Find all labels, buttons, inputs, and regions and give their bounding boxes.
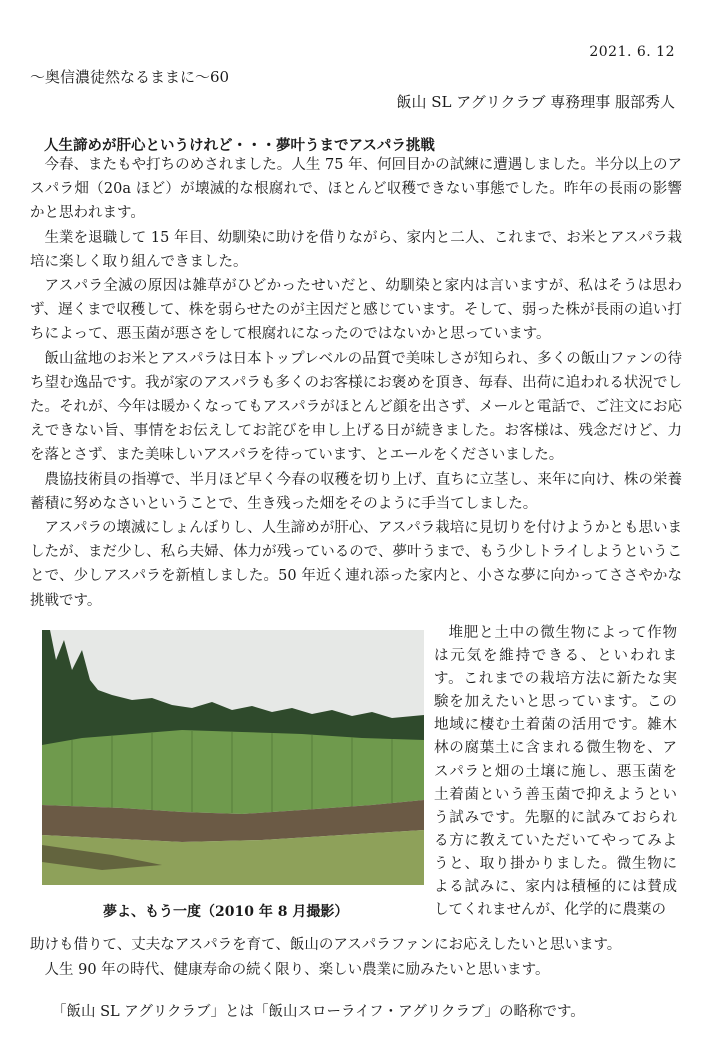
article-tail bbox=[30, 933, 685, 982]
paragraph: アスパラ全滅の原因は雑草がひどかったせいだと、幼馴染と家内は言いますが、私はそうは思わず、遅くまで収穫して、株を弱らせたのが主因だと感じています。そして、弱った株が長雨の追い打ちによって、悪玉菌が悪さをして根腐れになったのではないかと思っています。 bbox=[30, 278, 682, 343]
paragraph: 飯山盆地のお米とアスパラは日本トップレベルの品質で美味しさが知られ、多くの飯山ファンの待ち望む逸品です。我が家のアスパラも多くのお客様にお褒めを頂き、毎春、出荷に追われる状況でした。それが、今年は暖かくなってもアスパラがほとんど顔を出さず、メールと電話で、ご注文にお応えできない旨、事情をお伝えしてお詫びを申し上げる日が続きました。お客様は、残念だけど、力を落とさず、また美味しいアスパラを待っています、とエールをくださいました。 bbox=[30, 350, 682, 464]
paragraph: 今春、またもや打ちのめされました。人生 75 年、何回目かの試練に遭遇しました。半分以上のアスパラ畑（20a ほど）が壊滅的な根腐れで、ほとんど収穫できない事態でした。昨年の長雨の影響かと思われます。 bbox=[30, 157, 682, 222]
asparagus-field-photo bbox=[42, 630, 424, 885]
article-body bbox=[30, 153, 682, 613]
date: 2021. 6. 12 bbox=[589, 44, 675, 60]
paragraph: 堆肥と土中の微生物によって作物は元気を維持できる、といわれます。これまでの栽培方法に新たな実験を加えたいと思っています。この地域に棲む土着菌の活用です。雑木林の腐葉土に含まれる微生物を、アスパラと畑の土壌に施し、悪玉菌を土着菌という善玉菌で抑えようという試みです。先駆的に試みておられる方に教えていただいてやってみようと、取り掛かりました。微生物による試みに、家内は積極的には賛成してくれませんが、化学的に農薬の bbox=[434, 625, 677, 919]
closing-paragraph: 人生 90 年の時代、健康寿命の続く限り、楽しい農業に励みたいと思います。 bbox=[44, 961, 550, 978]
paragraph: 生業を退職して 15 年目、幼馴染に助けを借りながら、家内と二人、これまで、お米とアスパラ栽培に楽しく取り組んできました。 bbox=[30, 229, 682, 270]
paragraph-continuation: 助けも借りて、丈夫なアスパラを育て、飯山のアスパラファンにお応えしたいと思います。 bbox=[30, 937, 622, 953]
author-line: 飯山 SL アグリクラブ 専務理事 服部秀人 bbox=[396, 93, 675, 111]
article-heading: 人生諦めが肝心というけれど・・・夢叶うまでアスパラ挑戦 bbox=[44, 137, 435, 154]
paragraph: アスパラの壊滅にしょんぼりし、人生諦めが肝心、アスパラ栽培に見切りを付けようかとも思いましたが、まだ少し、私ら夫婦、体力が残っているので、夢叶うまで、もう少しトライしようということで、少しアスパラを新植しました。50 年近く連れ添った家内と、小さな夢に向かってささやかな挑戦です。 bbox=[30, 520, 682, 609]
asparagus-field-image bbox=[42, 630, 424, 885]
photo-caption: 夢よ、もう一度（2010 年 8 月撮影） bbox=[103, 904, 349, 920]
footnote: 「飯山 SL アグリクラブ」とは「飯山スローライフ・アグリクラブ」の略称です。 bbox=[52, 1004, 585, 1020]
side-text bbox=[434, 622, 677, 922]
paragraph: 農協技術員の指導で、半月ほど早く今春の収穫を切り上げ、直ちに立茎し、来年に向け、株の栄養蓄積に努めなさいということで、生き残った畑をそのように手当てしました。 bbox=[30, 471, 682, 512]
series-title: ～奥信濃徒然なるままに～60 bbox=[30, 68, 230, 86]
